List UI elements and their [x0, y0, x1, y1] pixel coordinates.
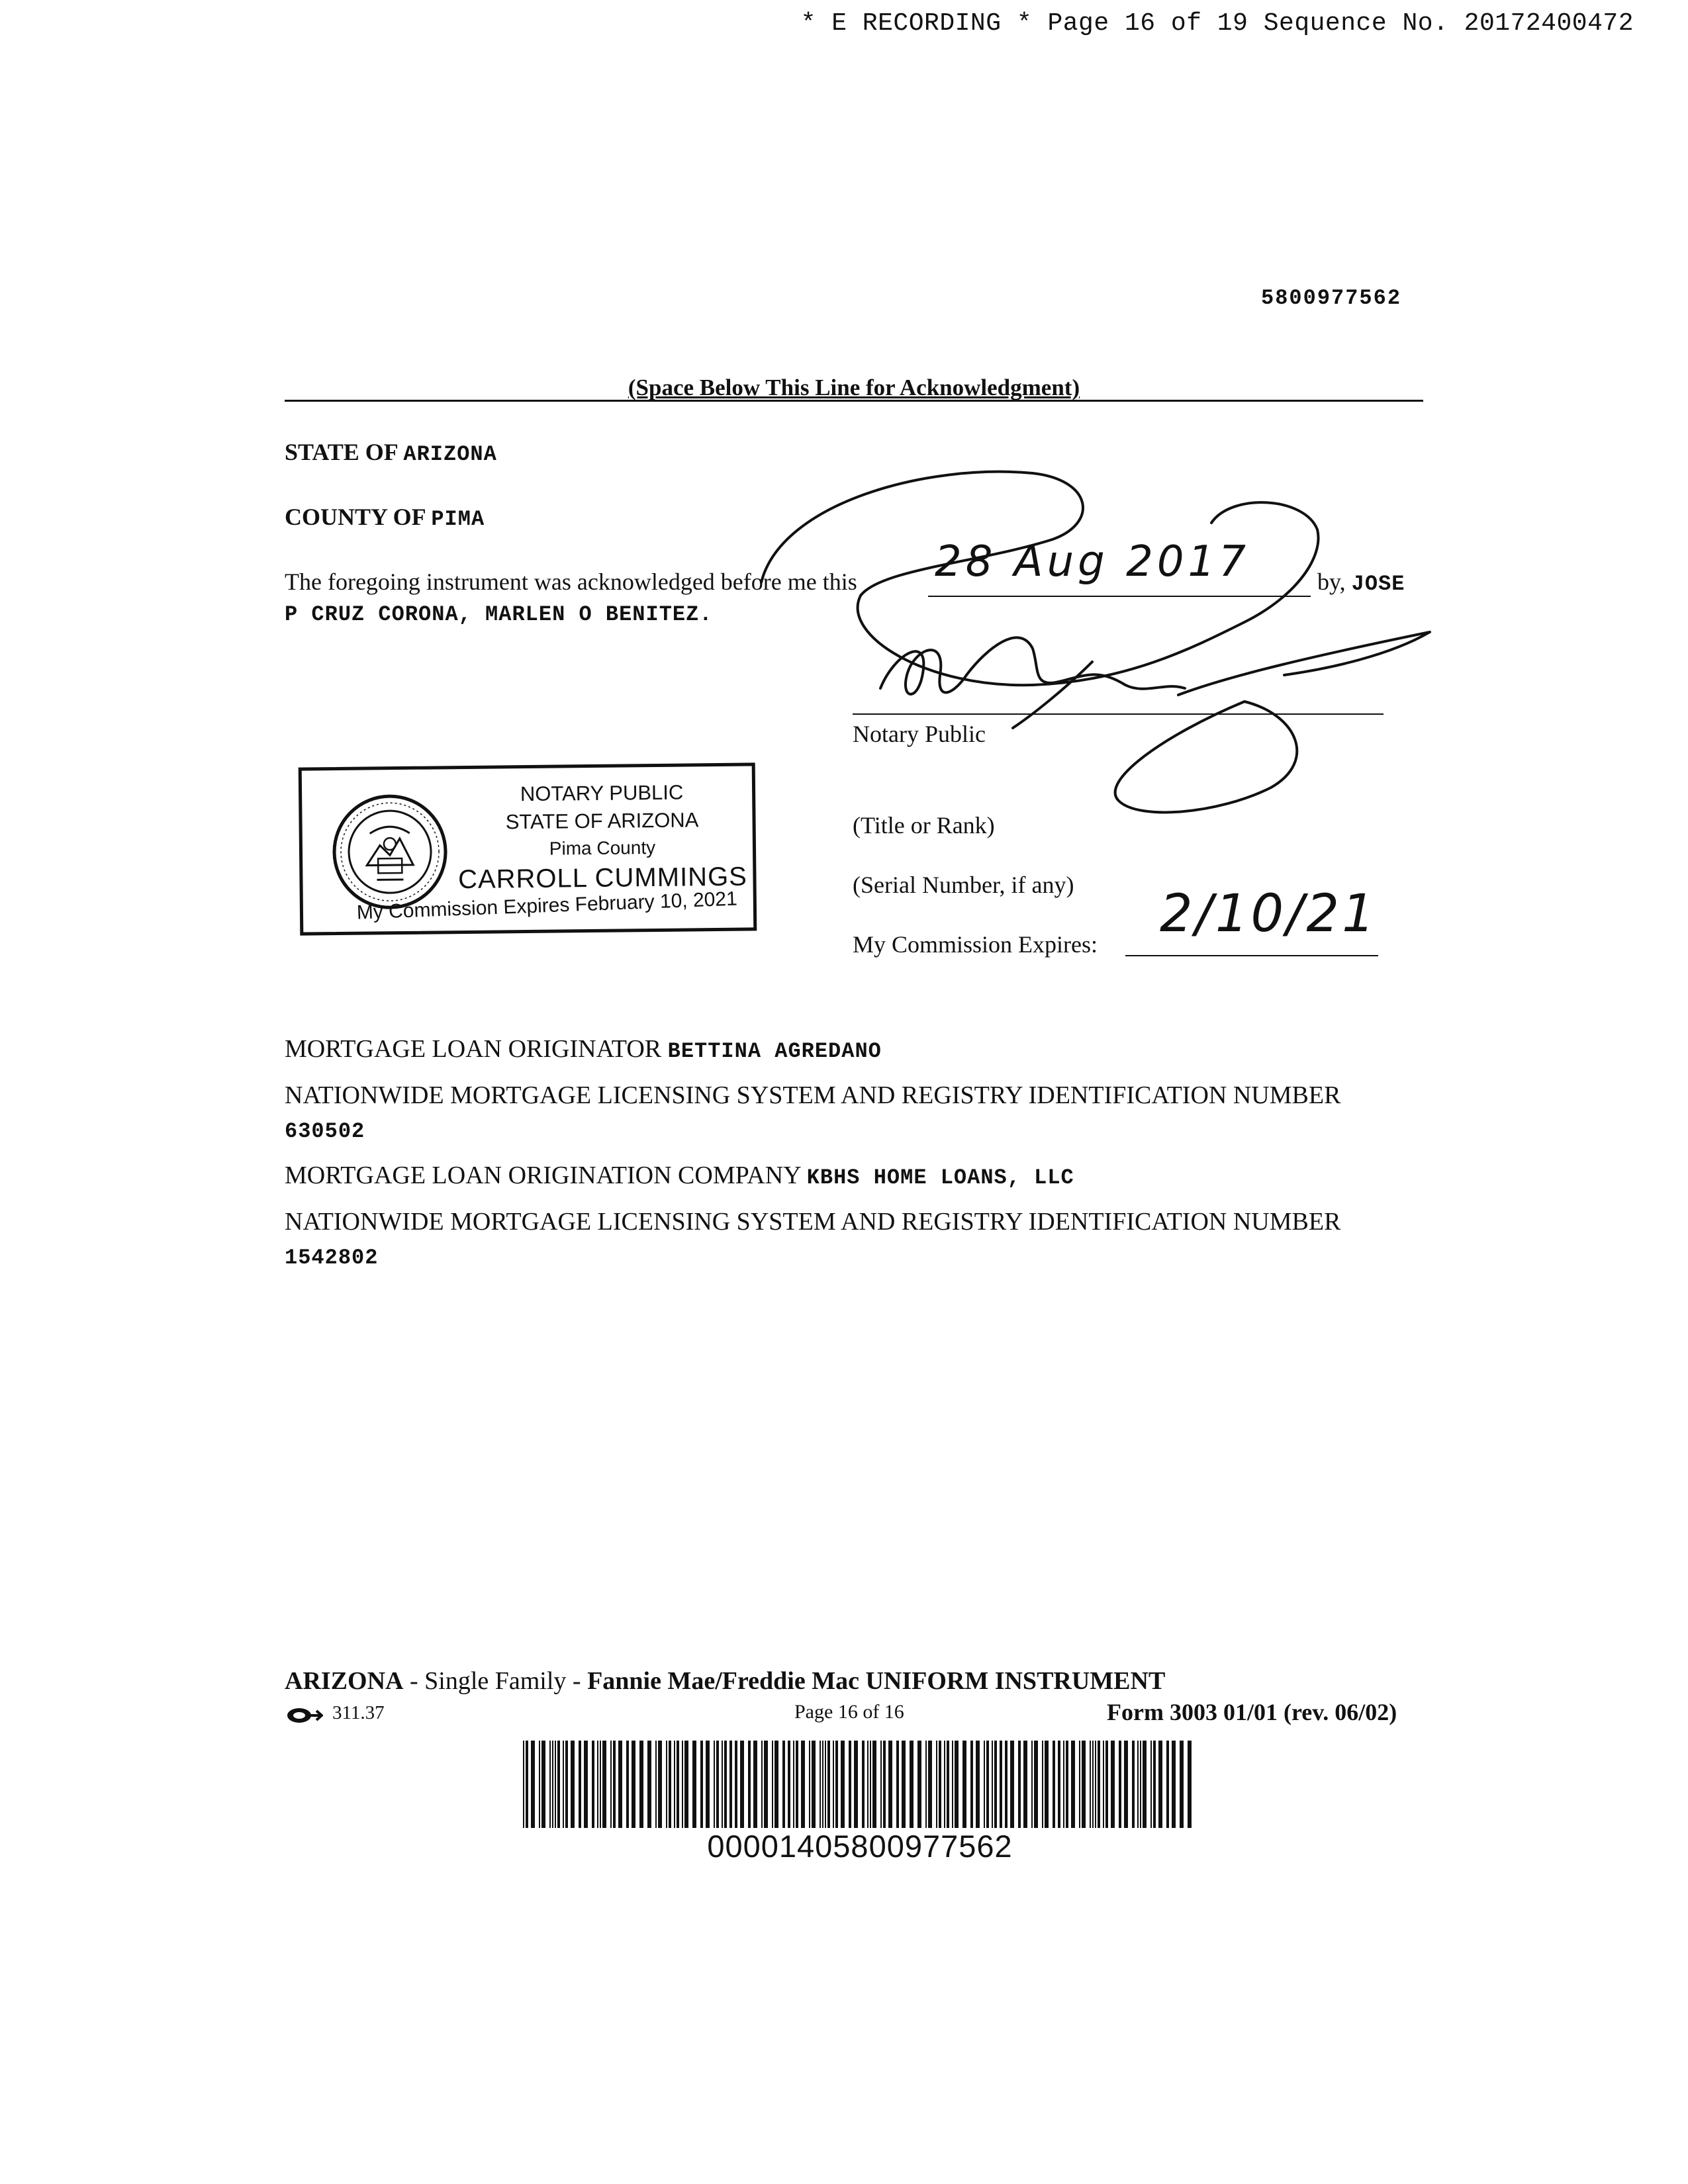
signature-sweep-stroke [1178, 632, 1430, 695]
barcode-bar [782, 1741, 785, 1828]
barcode-bar [1010, 1741, 1014, 1828]
stamp-county: Pima County [549, 837, 656, 859]
footer-title [285, 1666, 1165, 1696]
barcode-bar [1098, 1741, 1100, 1828]
barcode-bar [888, 1741, 892, 1828]
barcode-bar [793, 1741, 794, 1828]
barcode-bar [1045, 1741, 1049, 1828]
barcode-bar [962, 1741, 966, 1828]
barcode-bar [862, 1741, 865, 1828]
barcode-bar [584, 1741, 588, 1828]
barcode-bar [772, 1741, 773, 1828]
footer-form-code: 311.37 [332, 1702, 385, 1723]
barcode-bar [812, 1741, 816, 1828]
barcode-bar [902, 1741, 906, 1828]
barcode-bar [1140, 1741, 1141, 1828]
barcode-bar [523, 1741, 524, 1828]
barcode-bar [600, 1741, 601, 1828]
barcode-bar [1137, 1741, 1139, 1828]
barcode-bar [774, 1741, 778, 1828]
barcode-bar [724, 1741, 727, 1828]
acknowledgment-by [1317, 568, 1405, 596]
barcode-bar [825, 1741, 826, 1828]
barcode-bar [632, 1741, 635, 1828]
barcode-bar [1188, 1741, 1192, 1828]
barcode-bar [936, 1741, 937, 1828]
barcode-bar [549, 1741, 551, 1828]
signature-vertical-stroke [1013, 662, 1092, 728]
barcode-bar [1053, 1741, 1055, 1828]
barcode-bar [1132, 1741, 1135, 1828]
barcode-bar [539, 1741, 540, 1828]
barcode-bar [910, 1741, 914, 1828]
county-line [285, 503, 485, 531]
barcode-bar [986, 1741, 989, 1828]
barcode-bar [1153, 1741, 1156, 1828]
barcode-bar [722, 1741, 723, 1828]
barcode-bar [639, 1741, 643, 1828]
barcode-bar [809, 1741, 810, 1828]
nmls-id-1: 630502 [285, 1119, 365, 1144]
serial-number-label: (Serial Number, if any) [853, 872, 1074, 898]
barcode-bar [944, 1741, 945, 1828]
barcode-bar [872, 1741, 876, 1828]
barcode-bar [1066, 1741, 1068, 1828]
barcode-bar [735, 1741, 737, 1828]
barcode-bar [849, 1741, 851, 1828]
barcode-bar [984, 1741, 985, 1828]
arizona-seal-icon [330, 792, 450, 912]
barcode-bar [557, 1741, 560, 1828]
barcode-bar [1180, 1741, 1184, 1828]
barcode-bar [1119, 1741, 1121, 1828]
footer-page: Page 16 of 16 [794, 1701, 904, 1723]
barcode-bar [994, 1741, 997, 1828]
barcode-graphic [523, 1741, 1197, 1828]
notary-stamp [299, 762, 757, 935]
mlo-name: BETTINA AGREDANO [667, 1039, 882, 1064]
barcode-number: 00001405800977562 [707, 1829, 1013, 1864]
barcode-bar [579, 1741, 581, 1828]
barcode-bar [1158, 1741, 1162, 1828]
signer-names-rest: P CRUZ CORONA, MARLEN O BENITEZ. [285, 602, 713, 627]
state-line [285, 438, 497, 467]
notary-signature-line [853, 713, 1383, 715]
barcode-bar [1111, 1741, 1115, 1828]
barcode-bar [684, 1741, 688, 1828]
handwritten-expiry-date: 2/10/21 [1160, 884, 1378, 944]
state-value: ARIZONA [403, 442, 497, 467]
title-rank-label: (Title or Rank) [853, 812, 995, 839]
barcode-bar [1166, 1741, 1169, 1828]
stamp-notary-public: NOTARY PUBLIC [520, 780, 684, 806]
barcode-bar [1150, 1741, 1152, 1828]
barcode-bar [682, 1741, 683, 1828]
barcode-bar [740, 1741, 744, 1828]
originator-block [285, 1027, 1430, 1275]
nmls-label-row-1: NATIONWIDE MORTGAGE LICENSING SYSTEM AND REGISTRY IDENTIFICATION NUMBER [285, 1081, 1341, 1109]
footer-form-number: Form 3003 01/01 (rev. 06/02) [1107, 1699, 1397, 1725]
by-label: by, [1317, 569, 1352, 595]
barcode-bar [655, 1741, 657, 1828]
mlo-row [285, 1027, 1430, 1073]
barcode-bar [526, 1741, 528, 1828]
barcode-bar [854, 1741, 858, 1828]
recording-header: * E RECORDING * Page 16 of 19 Sequence No. 20172400472 [800, 9, 1634, 38]
signature-lower-loop-stroke [1115, 702, 1297, 812]
barcode-bar [674, 1741, 675, 1828]
barcode-bar [796, 1741, 798, 1828]
company-row [285, 1154, 1430, 1200]
barcode-bar [1095, 1741, 1096, 1828]
barcode-bar [764, 1741, 768, 1828]
barcode-bar [602, 1741, 606, 1828]
barcode-bar [666, 1741, 667, 1828]
stamp-commission-expires: My Commission Expires February 10, 2021 [356, 887, 738, 924]
commission-expires-blank [1125, 955, 1378, 956]
county-label: COUNTY OF [285, 504, 432, 530]
barcode-bar [714, 1741, 715, 1828]
barcode-bar [952, 1741, 953, 1828]
nmls-label-row-2: NATIONWIDE MORTGAGE LICENSING SYSTEM AND REGISTRY IDENTIFICATION NUMBER [285, 1208, 1341, 1236]
barcode-bar [788, 1741, 790, 1828]
barcode-bar [692, 1741, 696, 1828]
barcode-bar [669, 1741, 671, 1828]
barcode-bar [820, 1741, 821, 1828]
company-label: MORTGAGE LOAN ORIGINATION COMPANY [285, 1161, 807, 1189]
form-logo-icon [285, 1706, 323, 1725]
barcode-bar [1143, 1741, 1147, 1828]
barcode-bar [555, 1741, 556, 1828]
barcode-bar [1034, 1741, 1038, 1828]
barcode-bar [571, 1741, 575, 1828]
barcode-bar [992, 1741, 993, 1828]
barcode-bar [1103, 1741, 1104, 1828]
barcode-bar [1079, 1741, 1080, 1828]
barcode-bar [925, 1741, 927, 1828]
barcode-bar [939, 1741, 941, 1828]
barcode-bar [835, 1741, 838, 1828]
barcode-bar [626, 1741, 629, 1828]
barcode-bar [1071, 1741, 1075, 1828]
barcode-bar [1063, 1741, 1064, 1828]
county-value: PIMA [431, 507, 485, 531]
barcode-bar [1172, 1741, 1176, 1828]
barcode-bar [1105, 1741, 1108, 1828]
nmls-id-row-1 [285, 1113, 1430, 1148]
signer-names [285, 602, 713, 627]
barcode-bar [658, 1741, 662, 1828]
footer-agency: Fannie Mae/Freddie Mac UNIFORM INSTRUMENT [587, 1667, 1166, 1695]
barcode-bar [1090, 1741, 1091, 1828]
footer-sep: - Single Family - [403, 1667, 588, 1695]
acknowledgment-sentence: The foregoing instrument was acknowledged before me this [285, 569, 857, 595]
barcode-bar [867, 1741, 868, 1828]
barcode-bar [716, 1741, 719, 1828]
barcode-bar [1000, 1741, 1002, 1828]
state-label: STATE OF [285, 439, 404, 465]
barcode-bar [896, 1741, 899, 1828]
nmls-id-row-2 [285, 1239, 1430, 1275]
acknowledgment-divider [285, 400, 1423, 402]
barcode-bar [1023, 1741, 1027, 1828]
barcode-bar [1082, 1741, 1086, 1828]
barcode-bar [565, 1741, 568, 1828]
barcode-bar [753, 1741, 757, 1828]
stamp-text [453, 778, 752, 896]
barcode-bar [833, 1741, 834, 1828]
notary-public-label: Notary Public [853, 721, 986, 747]
barcode-bar [976, 1741, 980, 1828]
nmls-id-2: 1542802 [285, 1246, 379, 1270]
stamp-notary-name: CARROLL CUMMINGS [457, 862, 748, 895]
barcode-bar [706, 1741, 710, 1828]
barcode-bar [970, 1741, 973, 1828]
barcode-bar [883, 1741, 886, 1828]
barcode-bar [870, 1741, 871, 1828]
loan-number: 5800977562 [1261, 286, 1402, 310]
barcode-bar [613, 1741, 616, 1828]
acknowledgment-date-blank [928, 596, 1311, 597]
barcode-bar [618, 1741, 622, 1828]
barcode-bar [1005, 1741, 1008, 1828]
barcode-bar [1042, 1741, 1043, 1828]
barcode-bar [541, 1741, 545, 1828]
barcode-bar [729, 1741, 732, 1828]
footer-state: ARIZONA [285, 1667, 404, 1695]
barcode-bar [1058, 1741, 1060, 1828]
barcode-bar [592, 1741, 594, 1828]
barcode-bar [827, 1741, 830, 1828]
barcode-bar [552, 1741, 553, 1828]
mlo-label: MORTGAGE LOAN ORIGINATOR [285, 1035, 668, 1063]
barcode-bar [822, 1741, 823, 1828]
handwritten-ack-date: 28 Aug 2017 [935, 537, 1250, 586]
stamp-state: STATE OF ARIZONA [505, 808, 699, 834]
barcode-bar [880, 1741, 882, 1828]
acknowledgment-caption-text: (Space Below This Line for Acknowledgment) [628, 375, 1080, 400]
barcode-bar [531, 1741, 535, 1828]
barcode-bar [928, 1741, 932, 1828]
company-name: KBHS HOME LOANS, LLC [806, 1165, 1074, 1190]
signer-first-name: JOSE [1351, 572, 1405, 596]
commission-expires-label: My Commission Expires: [853, 931, 1098, 958]
barcode-bar [1018, 1741, 1021, 1828]
barcode-bar [955, 1741, 959, 1828]
barcode-bar [647, 1741, 651, 1828]
barcode-bar [610, 1741, 612, 1828]
barcode-bar [917, 1741, 921, 1828]
barcode-bar [841, 1741, 845, 1828]
barcode-bar [597, 1741, 598, 1828]
barcode-bar [1124, 1741, 1128, 1828]
signature-scribble-stroke [880, 637, 1185, 694]
barcode-bar [700, 1741, 703, 1828]
acknowledgment-caption [285, 375, 1423, 401]
barcode-bar [1031, 1741, 1033, 1828]
barcode-bar [563, 1741, 564, 1828]
barcode-bar [1092, 1741, 1094, 1828]
barcode-bar [748, 1741, 751, 1828]
barcode-bar [761, 1741, 763, 1828]
barcode-bar [947, 1741, 949, 1828]
barcode-bar [801, 1741, 805, 1828]
barcode-bar [677, 1741, 679, 1828]
